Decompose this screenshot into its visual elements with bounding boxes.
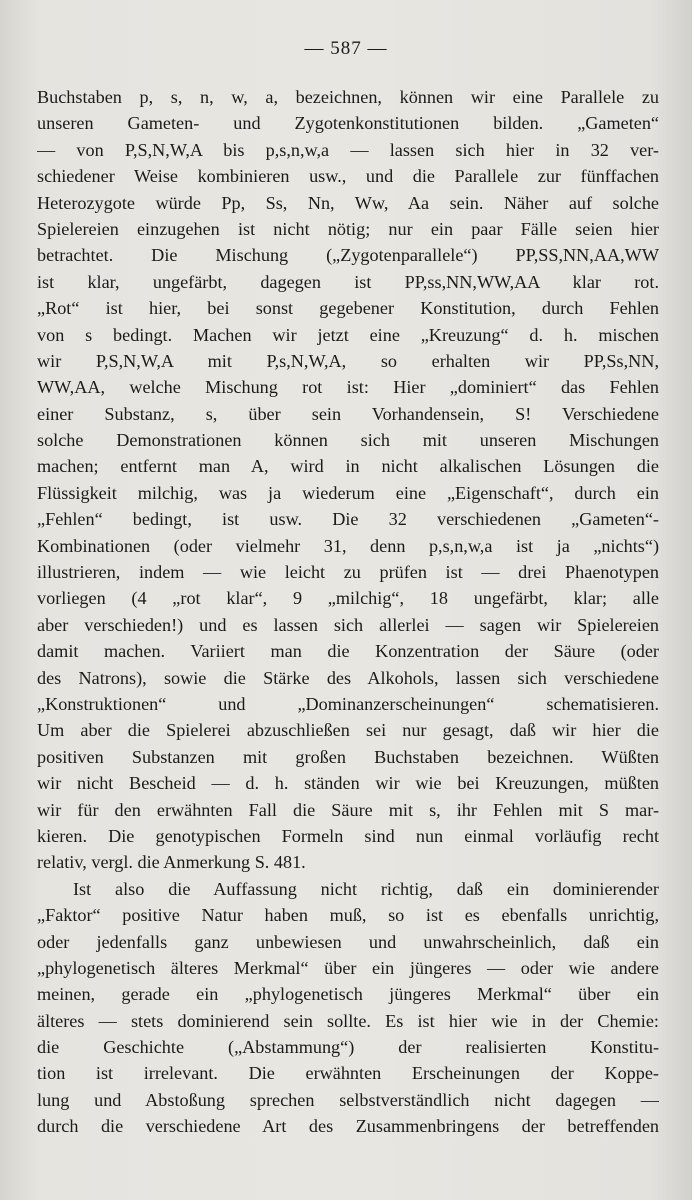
text-line: „Rot“ ist hier, bei sonst gegebener Konstitution, durch Fehlen (37, 298, 659, 319)
text-line: damit machen. Variiert man die Konzentration der Säure (oder (37, 641, 659, 662)
text-line: machen; entfernt man A, wird in nicht alkalischen Lösungen die (37, 456, 659, 477)
text-line: Um aber die Spielerei abzuschließen sei nur gesagt, daß wir hier die (37, 720, 659, 741)
text-line: durch die verschiedene Art des Zusammenbringens der betreffenden (37, 1116, 659, 1137)
paragraph-start-line: Ist also die Auffassung nicht richtig, daß ein dominierender (73, 878, 659, 899)
text-line: Kombinationen (oder vielmehr 31, denn p,s,n,w,a ist ja „nichts“) (37, 535, 659, 556)
paragraph-end-line: relativ, vergl. die Anmerkung S. 481. (37, 852, 306, 873)
text-line: wir nicht Bescheid — d. h. ständen wir wie bei Kreuzungen, müßten (37, 773, 659, 794)
text-line: vorliegen (4 „rot klar“, 9 „milchig“, 18 ungefärbt, klar; alle (37, 588, 659, 609)
body-text (37, 84, 659, 1140)
text-line: lung und Abstoßung sprechen selbstverständlich nicht dagegen — (37, 1089, 659, 1110)
text-line: betrachtet. Die Mischung („Zygotenparallele“) PP,SS,NN,AA,WW (37, 245, 659, 266)
page-number: — 587 — (304, 38, 388, 59)
text-line: des Natrons), sowie die Stärke des Alkohols, lassen sich verschiedene (37, 667, 659, 688)
text-line: „Faktor“ positive Natur haben muß, so ist es ebenfalls unrichtig, (37, 905, 659, 926)
text-line: von s bedingt. Machen wir jetzt eine „Kreuzung“ d. h. mischen (37, 324, 659, 345)
text-line: positiven Substanzen mit großen Buchstaben bezeichnen. Wüßten (37, 746, 659, 767)
text-line: — von P,S,N,W,A bis p,s,n,w,a — lassen sich hier in 32 ver- (37, 139, 659, 160)
text-line: Spielereien einzugehen ist nicht nötig; nur ein paar Fälle seien hier (37, 218, 659, 239)
text-line: Heterozygote würde Pp, Ss, Nn, Ww, Aa sein. Näher auf solche (37, 192, 659, 213)
text-line: ist klar, ungefärbt, dagegen ist PP,ss,NN,WW,AA klar rot. (37, 271, 659, 292)
text-line: solche Demonstrationen können sich mit unseren Mischungen (37, 430, 659, 451)
text-line: kieren. Die genotypischen Formeln sind nun einmal vorläufig recht (37, 825, 659, 846)
text-line: „Fehlen“ bedingt, ist usw. Die 32 verschiedenen „Gameten“- (37, 509, 659, 530)
text-line: „phylogenetisch älteres Merkmal“ über ein jüngeres — oder wie andere (37, 957, 659, 978)
text-line: die Geschichte („Abstammung“) der realisierten Konstitu- (37, 1037, 659, 1058)
text-line: wir P,S,N,W,A mit P,s,N,W,A, so erhalten wir PP,Ss,NN, (37, 350, 659, 371)
text-line: aber verschieden!) und es lassen sich allerlei — sagen wir Spielereien (37, 614, 659, 635)
text-line: illustrieren, indem — wie leicht zu prüfen ist — drei Phaenotypen (37, 562, 659, 583)
text-line: wir für den erwähnten Fall die Säure mit s, ihr Fehlen mit S mar- (37, 799, 659, 820)
text-line: meinen, gerade ein „phylogenetisch jüngeres Merkmal“ über ein (37, 984, 659, 1005)
text-line: „Konstruktionen“ und „Dominanzerscheinungen“ schematisieren. (37, 693, 659, 714)
text-line: tion ist irrelevant. Die erwähnten Erscheinungen der Koppe- (37, 1063, 659, 1084)
text-line: WW,AA, welche Mischung rot ist: Hier „dominiert“ das Fehlen (37, 377, 659, 398)
text-line: schiedener Weise kombinieren usw., und die Parallele zur fünffachen (37, 166, 659, 187)
text-line: Flüssigkeit milchig, was ja wiederum eine „Eigenschaft“, durch ein (37, 482, 659, 503)
text-line: älteres — stets dominierend sein sollte. Es ist hier wie in der Chemie: (37, 1010, 659, 1031)
text-line: Buchstaben p, s, n, w, a, bezeichnen, können wir eine Parallele zu (37, 87, 659, 107)
text-line: einer Substanz, s, über sein Vorhandensein, S! Verschiedene (37, 403, 659, 424)
text-line: unseren Gameten- und Zygotenkonstitutionen bilden. „Gameten“ (37, 113, 659, 134)
text-line: oder jedenfalls ganz unbewiesen und unwahrscheinlich, daß ein (37, 931, 659, 952)
